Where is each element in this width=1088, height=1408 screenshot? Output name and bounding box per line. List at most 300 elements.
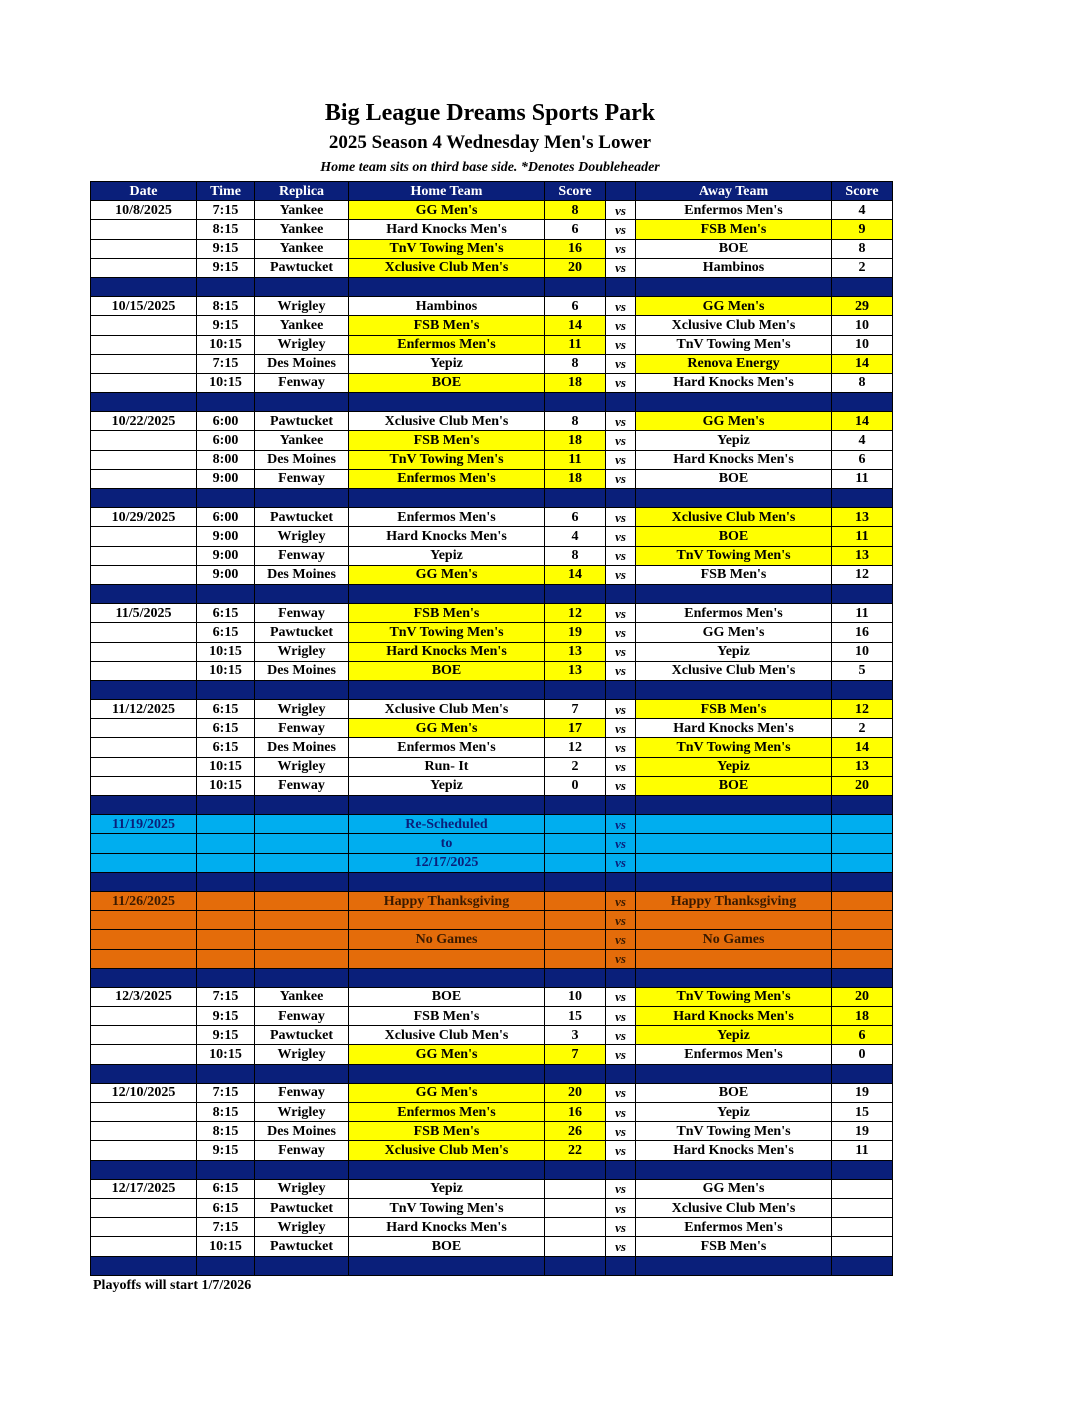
replica-cell: Yankee [255, 316, 349, 335]
date-cell [91, 354, 197, 373]
home-team-cell: FSB Men's [349, 431, 545, 450]
away-score-cell [832, 911, 893, 930]
home-team-cell: TnV Towing Men's [349, 239, 545, 258]
time-cell [197, 815, 255, 834]
separator-cell [545, 584, 606, 603]
week-separator-row [91, 796, 893, 815]
date-cell [91, 1045, 197, 1064]
table-row [91, 815, 893, 834]
separator-cell [197, 489, 255, 508]
separator-cell [197, 872, 255, 891]
time-cell [197, 949, 255, 968]
vs-cell: vs [606, 354, 636, 373]
vs-cell: vs [606, 661, 636, 680]
time-cell: 7:15 [197, 1218, 255, 1237]
away-team-cell: Hard Knocks Men's [636, 1007, 832, 1026]
away-score-cell: 4 [832, 431, 893, 450]
time-cell: 7:15 [197, 1083, 255, 1102]
time-cell: 8:15 [197, 220, 255, 239]
home-team-cell: GG Men's [349, 565, 545, 584]
separator-cell [606, 968, 636, 987]
separator-cell [349, 584, 545, 603]
away-score-cell: 2 [832, 258, 893, 277]
separator-cell [349, 968, 545, 987]
separator-cell [197, 1160, 255, 1179]
away-team-cell: Yepiz [636, 1103, 832, 1122]
vs-cell: vs [606, 373, 636, 392]
table-row [91, 1045, 893, 1064]
home-team-cell: GG Men's [349, 1045, 545, 1064]
date-cell [91, 930, 197, 949]
separator-cell [832, 968, 893, 987]
separator-cell [545, 872, 606, 891]
separator-cell [545, 1256, 606, 1275]
time-cell: 8:15 [197, 1122, 255, 1141]
away-score-cell: 11 [832, 527, 893, 546]
table-row [91, 1122, 893, 1141]
date-cell: 10/29/2025 [91, 508, 197, 527]
replica-cell: Wrigley [255, 1218, 349, 1237]
away-team-cell: Yepiz [636, 1026, 832, 1045]
home-score-cell: 26 [545, 1122, 606, 1141]
replica-cell [255, 891, 349, 910]
separator-cell [197, 393, 255, 412]
away-score-cell: 6 [832, 450, 893, 469]
away-team-cell: FSB Men's [636, 700, 832, 719]
separator-cell [91, 796, 197, 815]
away-team-cell: Enfermos Men's [636, 604, 832, 623]
table-row [91, 891, 893, 910]
vs-cell: vs [606, 1141, 636, 1160]
date-cell: 11/19/2025 [91, 815, 197, 834]
table-row [91, 661, 893, 680]
date-cell: 12/3/2025 [91, 987, 197, 1006]
separator-cell [832, 1064, 893, 1083]
away-team-cell: Renova Energy [636, 354, 832, 373]
home-team-cell: GG Men's [349, 1083, 545, 1102]
col-header-home-score: Score [545, 182, 606, 201]
date-cell [91, 642, 197, 661]
home-score-cell: 16 [545, 239, 606, 258]
time-cell: 8:15 [197, 297, 255, 316]
table-row [91, 508, 893, 527]
time-cell: 9:15 [197, 258, 255, 277]
time-cell: 8:15 [197, 1103, 255, 1122]
vs-cell: vs [606, 1045, 636, 1064]
table-row [91, 469, 893, 488]
home-score-cell: 13 [545, 661, 606, 680]
vs-cell: vs [606, 316, 636, 335]
home-score-cell: 4 [545, 527, 606, 546]
home-score-cell [545, 834, 606, 853]
table-row [91, 201, 893, 220]
date-cell [91, 546, 197, 565]
vs-cell: vs [606, 1026, 636, 1045]
table-row [91, 1141, 893, 1160]
home-score-cell [545, 853, 606, 872]
home-team-cell: Hard Knocks Men's [349, 220, 545, 239]
separator-cell [636, 393, 832, 412]
separator-cell [545, 489, 606, 508]
replica-cell: Des Moines [255, 450, 349, 469]
home-score-cell: 8 [545, 412, 606, 431]
vs-cell: vs [606, 949, 636, 968]
away-team-cell: FSB Men's [636, 1237, 832, 1256]
away-score-cell: 12 [832, 700, 893, 719]
replica-cell: Fenway [255, 719, 349, 738]
home-score-cell [545, 1198, 606, 1217]
separator-cell [197, 1064, 255, 1083]
home-team-cell: Hard Knocks Men's [349, 642, 545, 661]
home-score-cell: 10 [545, 987, 606, 1006]
away-score-cell [832, 1218, 893, 1237]
replica-cell: Yankee [255, 201, 349, 220]
separator-cell [197, 584, 255, 603]
home-score-cell: 11 [545, 335, 606, 354]
away-score-cell: 29 [832, 297, 893, 316]
table-row [91, 757, 893, 776]
date-cell [91, 1007, 197, 1026]
away-score-cell: 20 [832, 776, 893, 795]
home-score-cell: 8 [545, 201, 606, 220]
away-team-cell: BOE [636, 776, 832, 795]
away-score-cell: 2 [832, 719, 893, 738]
separator-cell [636, 968, 832, 987]
away-score-cell: 8 [832, 373, 893, 392]
time-cell: 10:15 [197, 661, 255, 680]
away-team-cell: TnV Towing Men's [636, 546, 832, 565]
away-score-cell [832, 930, 893, 949]
home-team-cell: FSB Men's [349, 1122, 545, 1141]
home-team-cell: Re-Scheduled [349, 815, 545, 834]
time-cell: 9:15 [197, 316, 255, 335]
home-score-cell: 8 [545, 546, 606, 565]
away-team-cell: BOE [636, 527, 832, 546]
home-score-cell: 18 [545, 373, 606, 392]
time-cell: 6:15 [197, 738, 255, 757]
replica-cell: Pawtucket [255, 1237, 349, 1256]
away-score-cell: 4 [832, 201, 893, 220]
away-team-cell: Yepiz [636, 757, 832, 776]
away-team-cell: Hard Knocks Men's [636, 719, 832, 738]
away-score-cell: 15 [832, 1103, 893, 1122]
time-cell: 6:15 [197, 604, 255, 623]
home-score-cell: 6 [545, 297, 606, 316]
home-team-cell: TnV Towing Men's [349, 623, 545, 642]
table-row [91, 949, 893, 968]
date-cell: 11/5/2025 [91, 604, 197, 623]
separator-cell [349, 1160, 545, 1179]
date-cell [91, 1237, 197, 1256]
separator-cell [197, 1256, 255, 1275]
vs-cell: vs [606, 1083, 636, 1102]
table-row [91, 527, 893, 546]
vs-cell: vs [606, 1179, 636, 1198]
home-team-cell: Happy Thanksgiving [349, 891, 545, 910]
replica-cell: Des Moines [255, 738, 349, 757]
replica-cell: Yankee [255, 987, 349, 1006]
separator-cell [636, 680, 832, 699]
away-score-cell: 12 [832, 565, 893, 584]
away-score-cell: 0 [832, 1045, 893, 1064]
separator-cell [349, 1256, 545, 1275]
home-team-cell: BOE [349, 987, 545, 1006]
separator-cell [606, 393, 636, 412]
table-row [91, 297, 893, 316]
home-team-cell: Yepiz [349, 546, 545, 565]
separator-cell [91, 277, 197, 296]
col-header-away-score: Score [832, 182, 893, 201]
home-score-cell: 6 [545, 220, 606, 239]
time-cell: 6:15 [197, 1198, 255, 1217]
schedule-note: Home team sits on third base side. *Denotes Doubleheader [320, 160, 660, 175]
home-score-cell [545, 815, 606, 834]
table-row [91, 335, 893, 354]
home-team-cell: Enfermos Men's [349, 335, 545, 354]
away-team-cell: GG Men's [636, 623, 832, 642]
week-separator-row [91, 489, 893, 508]
date-cell [91, 757, 197, 776]
away-score-cell: 19 [832, 1122, 893, 1141]
table-row [91, 930, 893, 949]
date-cell [91, 258, 197, 277]
separator-cell [832, 489, 893, 508]
table-row [91, 642, 893, 661]
separator-cell [545, 680, 606, 699]
replica-cell: Wrigley [255, 335, 349, 354]
playoffs-note: Playoffs will start 1/7/2026 [93, 1278, 252, 1293]
away-score-cell [832, 1198, 893, 1217]
replica-cell: Pawtucket [255, 258, 349, 277]
schedule-table [90, 181, 893, 1276]
vs-cell: vs [606, 258, 636, 277]
time-cell [197, 853, 255, 872]
separator-cell [255, 872, 349, 891]
vs-cell: vs [606, 1103, 636, 1122]
replica-cell: Des Moines [255, 1122, 349, 1141]
table-row [91, 853, 893, 872]
home-team-cell: Xclusive Club Men's [349, 1141, 545, 1160]
replica-cell [255, 853, 349, 872]
away-score-cell: 10 [832, 316, 893, 335]
date-cell: 11/26/2025 [91, 891, 197, 910]
home-score-cell [545, 949, 606, 968]
separator-cell [545, 796, 606, 815]
time-cell: 10:15 [197, 1045, 255, 1064]
replica-cell: Wrigley [255, 1103, 349, 1122]
home-team-cell: FSB Men's [349, 316, 545, 335]
time-cell: 7:15 [197, 201, 255, 220]
separator-cell [606, 489, 636, 508]
separator-cell [255, 968, 349, 987]
col-header-away-team: Away Team [636, 182, 832, 201]
table-row [91, 987, 893, 1006]
table-row [91, 354, 893, 373]
vs-cell: vs [606, 930, 636, 949]
away-team-cell: Xclusive Club Men's [636, 508, 832, 527]
time-cell: 10:15 [197, 642, 255, 661]
vs-cell: vs [606, 1122, 636, 1141]
away-score-cell: 20 [832, 987, 893, 1006]
date-cell [91, 469, 197, 488]
replica-cell [255, 930, 349, 949]
away-score-cell [832, 834, 893, 853]
replica-cell: Pawtucket [255, 623, 349, 642]
date-cell [91, 335, 197, 354]
replica-cell [255, 949, 349, 968]
separator-cell [832, 584, 893, 603]
home-score-cell [545, 930, 606, 949]
away-team-cell: BOE [636, 1083, 832, 1102]
home-score-cell [545, 891, 606, 910]
time-cell: 9:00 [197, 546, 255, 565]
away-team-cell: Xclusive Club Men's [636, 661, 832, 680]
time-cell [197, 834, 255, 853]
away-score-cell: 14 [832, 354, 893, 373]
away-team-cell: Enfermos Men's [636, 1218, 832, 1237]
date-cell [91, 949, 197, 968]
vs-cell: vs [606, 815, 636, 834]
vs-cell: vs [606, 431, 636, 450]
date-cell [91, 719, 197, 738]
home-team-cell: Xclusive Club Men's [349, 700, 545, 719]
table-row [91, 700, 893, 719]
home-score-cell: 20 [545, 258, 606, 277]
week-separator-row [91, 1256, 893, 1275]
vs-cell: vs [606, 891, 636, 910]
away-score-cell: 10 [832, 642, 893, 661]
table-row [91, 738, 893, 757]
separator-cell [832, 1160, 893, 1179]
vs-cell: vs [606, 623, 636, 642]
separator-cell [255, 277, 349, 296]
home-score-cell: 14 [545, 565, 606, 584]
away-score-cell: 14 [832, 412, 893, 431]
replica-cell: Des Moines [255, 661, 349, 680]
home-score-cell: 16 [545, 1103, 606, 1122]
away-team-cell: TnV Towing Men's [636, 335, 832, 354]
time-cell [197, 930, 255, 949]
home-team-cell: Yepiz [349, 776, 545, 795]
time-cell: 6:00 [197, 412, 255, 431]
away-score-cell: 18 [832, 1007, 893, 1026]
date-cell [91, 1026, 197, 1045]
away-score-cell [832, 1179, 893, 1198]
separator-cell [832, 796, 893, 815]
replica-cell: Pawtucket [255, 1198, 349, 1217]
away-team-cell: Happy Thanksgiving [636, 891, 832, 910]
away-score-cell: 9 [832, 220, 893, 239]
home-score-cell: 0 [545, 776, 606, 795]
replica-cell: Fenway [255, 1141, 349, 1160]
away-team-cell: TnV Towing Men's [636, 1122, 832, 1141]
time-cell: 10:15 [197, 757, 255, 776]
date-cell: 11/12/2025 [91, 700, 197, 719]
separator-cell [91, 584, 197, 603]
separator-cell [606, 277, 636, 296]
away-score-cell: 13 [832, 757, 893, 776]
home-team-cell [349, 911, 545, 930]
away-team-cell [636, 834, 832, 853]
table-row [91, 1103, 893, 1122]
table-row [91, 412, 893, 431]
replica-cell: Yankee [255, 431, 349, 450]
home-score-cell [545, 1237, 606, 1256]
date-cell [91, 1103, 197, 1122]
away-score-cell: 11 [832, 1141, 893, 1160]
vs-cell: vs [606, 700, 636, 719]
home-score-cell: 8 [545, 354, 606, 373]
home-score-cell: 13 [545, 642, 606, 661]
vs-cell: vs [606, 546, 636, 565]
home-team-cell: BOE [349, 1237, 545, 1256]
away-score-cell: 11 [832, 604, 893, 623]
separator-cell [349, 277, 545, 296]
time-cell: 7:15 [197, 987, 255, 1006]
time-cell: 9:00 [197, 527, 255, 546]
table-row [91, 1198, 893, 1217]
date-cell [91, 623, 197, 642]
table-row [91, 373, 893, 392]
home-score-cell: 7 [545, 1045, 606, 1064]
separator-cell [832, 1256, 893, 1275]
away-team-cell: Enfermos Men's [636, 201, 832, 220]
table-row [91, 623, 893, 642]
away-score-cell: 13 [832, 508, 893, 527]
separator-cell [545, 277, 606, 296]
home-score-cell: 7 [545, 700, 606, 719]
replica-cell: Fenway [255, 604, 349, 623]
home-team-cell: Enfermos Men's [349, 508, 545, 527]
time-cell: 10:15 [197, 373, 255, 392]
vs-cell: vs [606, 1237, 636, 1256]
date-cell [91, 239, 197, 258]
separator-cell [255, 1064, 349, 1083]
separator-cell [255, 1160, 349, 1179]
home-score-cell: 3 [545, 1026, 606, 1045]
away-team-cell: TnV Towing Men's [636, 738, 832, 757]
table-row [91, 1218, 893, 1237]
table-row [91, 1237, 893, 1256]
separator-cell [636, 489, 832, 508]
vs-cell: vs [606, 450, 636, 469]
separator-cell [606, 680, 636, 699]
separator-cell [832, 277, 893, 296]
home-score-cell: 2 [545, 757, 606, 776]
home-team-cell [349, 949, 545, 968]
time-cell: 10:15 [197, 335, 255, 354]
table-row [91, 450, 893, 469]
away-team-cell: Hard Knocks Men's [636, 373, 832, 392]
home-score-cell: 14 [545, 316, 606, 335]
away-team-cell: Yepiz [636, 431, 832, 450]
vs-cell: vs [606, 1218, 636, 1237]
separator-cell [545, 968, 606, 987]
separator-cell [606, 1064, 636, 1083]
vs-cell: vs [606, 911, 636, 930]
away-team-cell: Xclusive Club Men's [636, 316, 832, 335]
col-header-replica: Replica [255, 182, 349, 201]
away-team-cell [636, 853, 832, 872]
week-separator-row [91, 1160, 893, 1179]
time-cell [197, 911, 255, 930]
replica-cell: Fenway [255, 1007, 349, 1026]
separator-cell [349, 1064, 545, 1083]
home-team-cell: Yepiz [349, 1179, 545, 1198]
separator-cell [91, 968, 197, 987]
replica-cell: Wrigley [255, 1179, 349, 1198]
replica-cell: Wrigley [255, 757, 349, 776]
